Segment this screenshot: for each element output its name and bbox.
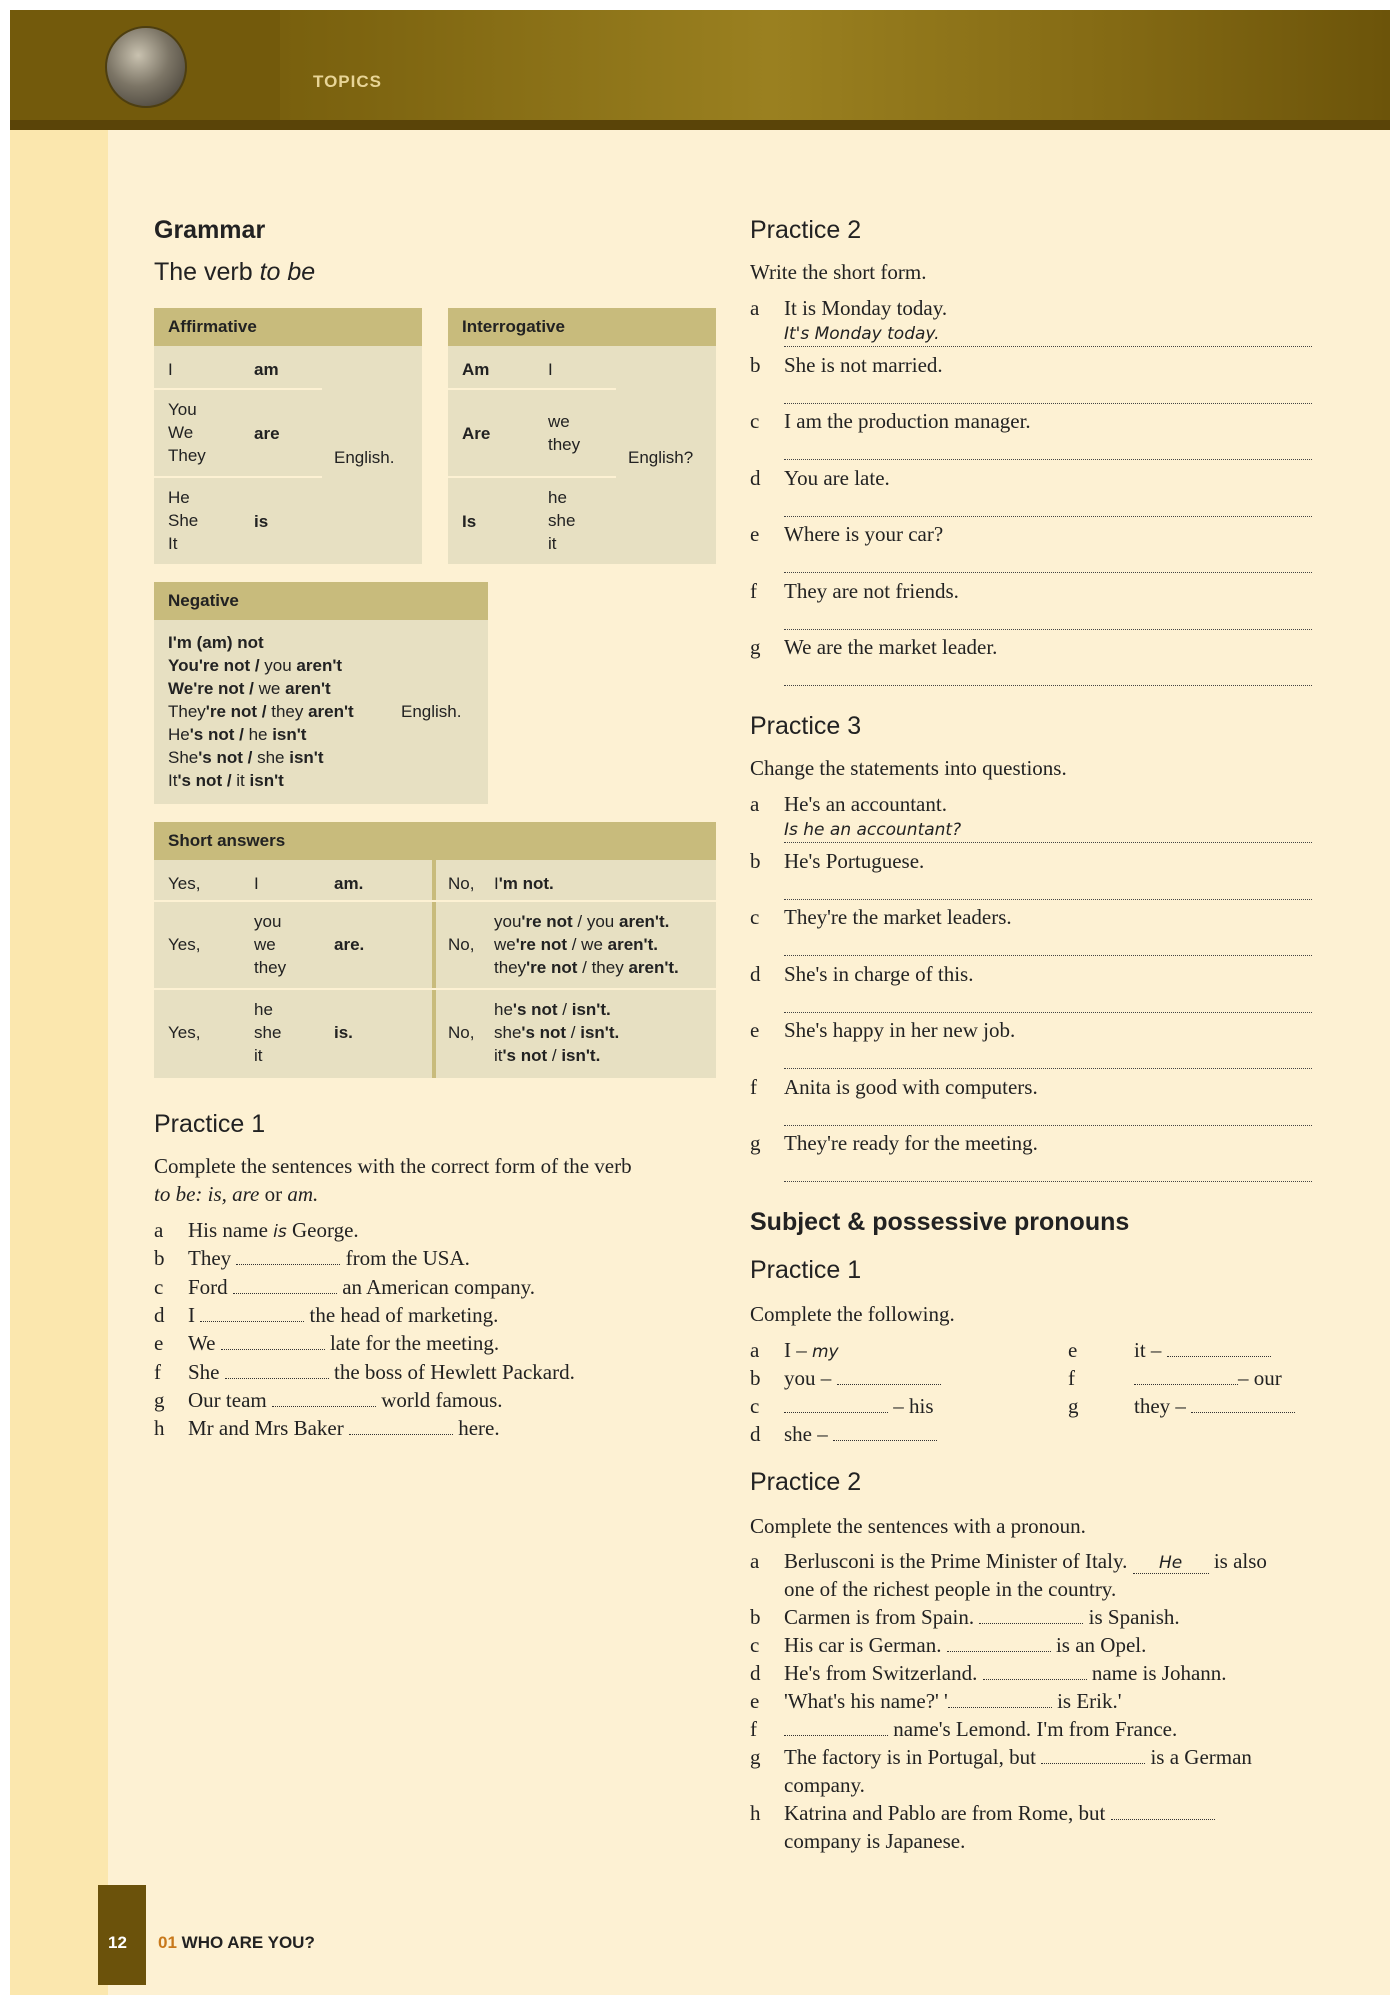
negative-form-line (168, 631, 354, 654)
answer-line[interactable] (784, 842, 1312, 843)
text-segment: / you (572, 912, 619, 931)
text-segment: she (257, 748, 290, 767)
pronoun-item: c – his (750, 1394, 934, 1418)
answer-line[interactable] (784, 572, 1312, 573)
item-text: They're the market leaders. (784, 905, 1012, 929)
practice3-item (750, 960, 974, 988)
short-answer-negative-line (494, 956, 679, 979)
handwritten-answer: He (1158, 1553, 1183, 1573)
answer-blank[interactable] (225, 1364, 329, 1379)
short-answer-negative (494, 910, 679, 979)
item-after: from the USA. (340, 1246, 470, 1271)
pronoun-item: a I – my (750, 1338, 839, 1362)
interrogative-pronoun: he she it (548, 488, 576, 553)
handwritten-answer: It's Monday today. (784, 324, 940, 344)
answer-blank[interactable] (349, 1420, 453, 1435)
text-segment: aren't. (619, 912, 670, 931)
item-before: Mr and Mrs Baker (188, 1416, 349, 1441)
short-answer-pronoun: he she it (254, 1000, 282, 1065)
item-text: You are late. (784, 465, 890, 490)
text-segment: / (557, 1000, 572, 1019)
item-letter: g (750, 1131, 761, 1155)
pronoun-sentence: a Berlusconi is the Prime Minister of Italy. He is also one of the richest people in the country. (750, 1549, 1267, 1601)
practice2-item (750, 633, 998, 661)
pronoun-item: g they – (1068, 1392, 1079, 1420)
handwritten-answer: is (273, 1222, 287, 1242)
answer-line[interactable] (784, 1125, 1312, 1126)
pronoun-item: f – our (1068, 1366, 1282, 1390)
item-after: here. (452, 1416, 500, 1441)
handwritten-answer: my (812, 1342, 839, 1362)
pronouns-practice1-title: Practice 1 (750, 1256, 862, 1284)
affirmative-verb: am (254, 360, 279, 379)
practice1-item (154, 1216, 359, 1244)
practice2-item (750, 464, 890, 492)
short-answer-negative-line (494, 933, 679, 956)
practice1-instructions: Complete the sentences with the correct form of the verb to be: is, are or am. (154, 1154, 632, 1206)
text-segment: 's not (521, 1023, 567, 1042)
answer-blank[interactable] (837, 1370, 941, 1385)
text-segment: We're not / (168, 679, 259, 698)
item-after: the head of marketing. (304, 1302, 499, 1327)
interrogative-tail: English? (628, 448, 694, 467)
practice1-item (154, 1244, 470, 1272)
item-text: Where is your car? (784, 522, 944, 546)
pronoun-item: e it – (1068, 1336, 1077, 1364)
practice3-item (750, 1129, 1038, 1157)
section-label: TOPICS (313, 72, 382, 91)
text-segment: she (494, 1023, 522, 1042)
interrogative-header: Interrogative (448, 308, 716, 346)
negative-tail: English. (401, 702, 462, 721)
affirmative-header: Affirmative (154, 308, 422, 346)
text-segment: She (168, 748, 199, 767)
text-segment: isn't. (561, 1046, 601, 1065)
negative-forms (168, 631, 354, 792)
affirmative-pronoun: You We They (168, 400, 206, 465)
table-divider (154, 476, 322, 478)
text-segment: 's not / (198, 748, 258, 767)
item-before: His name (188, 1218, 274, 1242)
short-answer-pronoun: you we they (254, 912, 287, 977)
answer-line[interactable] (784, 1068, 1312, 1069)
short-answer-no: No, (448, 1023, 475, 1042)
text-segment: They (168, 702, 206, 721)
item-text (188, 1301, 498, 1329)
item-text: We are the market leader. (784, 635, 998, 659)
grammar-subtitle: The verb to be (154, 258, 316, 286)
header-banner (10, 10, 1390, 120)
pronouns-title: Subject & possessive pronouns (750, 1208, 1130, 1236)
text-segment: I (494, 874, 499, 893)
text-segment: he (248, 725, 273, 744)
short-answer-negative-line (494, 1021, 619, 1044)
answer-line[interactable] (784, 899, 1312, 900)
text-segment: aren't (285, 679, 331, 698)
pronoun-sentence: h Katrina and Pablo are from Rome, but company is Japanese. (750, 1799, 761, 1827)
answer-line[interactable] (784, 955, 1312, 956)
pronoun-sentence: e 'What's his name?' ' is Erik.' (750, 1689, 1122, 1713)
negative-form-line (168, 769, 354, 792)
text-segment: It (168, 771, 178, 790)
pronoun-item: b you – (750, 1364, 761, 1392)
item-letter: d (154, 1302, 165, 1327)
item-letter: d (750, 465, 761, 490)
text-segment: He (168, 725, 190, 744)
practice3-item (750, 847, 925, 875)
short-answer-negative-line (494, 910, 679, 933)
table-divider (448, 388, 616, 390)
answer-blank[interactable] (200, 1307, 304, 1322)
short-answers-header: Short answers (154, 822, 716, 860)
item-letter: h (154, 1416, 165, 1441)
table-divider (448, 476, 616, 478)
table-divider (154, 900, 716, 902)
answer-blank[interactable] (784, 1398, 888, 1413)
answer-line[interactable] (784, 516, 1312, 517)
text-segment: they (271, 702, 309, 721)
answer-blank[interactable] (272, 1392, 376, 1407)
practice3-instructions: Change the statements into questions. (750, 756, 1067, 780)
text-segment: 's not (502, 1046, 548, 1065)
answer-line[interactable] (784, 346, 1312, 347)
affirmative-pronoun: I (168, 360, 173, 379)
pronoun-sentence: f name's Lemond. I'm from France. (750, 1717, 1178, 1741)
text-segment: 're not (515, 935, 567, 954)
text-segment: we (494, 935, 516, 954)
interrogative-pronoun: we they (548, 412, 581, 454)
practice3-item (750, 903, 1012, 931)
item-before: Ford (188, 1274, 233, 1299)
text-segment: 's not (512, 1000, 558, 1019)
page-number: 12 (108, 1933, 127, 1952)
short-answer-no: No, (448, 935, 475, 954)
answer-blank[interactable] (1041, 1749, 1145, 1764)
item-letter: e (750, 522, 760, 546)
pronoun-item: d she – (750, 1420, 761, 1448)
item-letter: c (750, 905, 760, 929)
practice1-item (154, 1414, 500, 1442)
answer-blank[interactable] (948, 1693, 1052, 1708)
short-answer-pronoun: I (254, 874, 259, 893)
affirmative-verb: is (254, 512, 269, 531)
text-segment: isn't (249, 771, 284, 790)
item-text: She is not married. (784, 352, 943, 377)
text-segment: / (547, 1046, 562, 1065)
interrogative-verb: Am (462, 360, 490, 379)
practice2-item (750, 520, 944, 548)
short-answer-yes: Yes, (168, 935, 201, 954)
text-segment: they (494, 958, 527, 977)
pronoun-sentence: b Carmen is from Spain. is Spanish. (750, 1605, 1180, 1629)
answer-blank[interactable] (784, 1721, 888, 1736)
short-answer-verb: is. (334, 1023, 353, 1042)
item-before: She (188, 1359, 225, 1384)
text-segment: aren't. (607, 935, 658, 954)
item-text (188, 1329, 499, 1357)
practice1-title: Practice 1 (154, 1110, 266, 1138)
text-segment: you (264, 656, 297, 675)
practice3-item (750, 1016, 1016, 1044)
banner-divider (10, 120, 1390, 130)
unit-label: 01 WHO ARE YOU? (158, 1933, 315, 1952)
short-answer-yes: Yes, (168, 874, 201, 893)
item-letter: g (154, 1387, 165, 1412)
pronoun-sentence: d He's from Switzerland. name is Johann. (750, 1661, 1227, 1685)
item-text: They're ready for the meeting. (784, 1131, 1038, 1155)
item-letter: c (154, 1274, 164, 1299)
text-segment: aren't (308, 702, 354, 721)
answer-line[interactable] (784, 685, 1312, 686)
item-before: Our team (188, 1387, 272, 1412)
item-text: They are not friends. (784, 578, 959, 603)
table-divider (154, 388, 322, 390)
practice2-item (750, 407, 1031, 435)
answer-blank[interactable] (979, 1609, 1083, 1624)
text-segment: aren't (296, 656, 343, 675)
affirmative-pronoun: He She It (168, 488, 199, 553)
text-segment: he (494, 1000, 513, 1019)
text-segment: I'm (am) not (168, 633, 264, 652)
item-text: He's Portuguese. (784, 848, 925, 873)
short-answer-verb: are. (334, 935, 365, 954)
short-answer-no: No, (448, 874, 475, 893)
item-letter: a (750, 296, 760, 320)
text-segment: aren't. (628, 958, 679, 977)
text-segment: isn't. (580, 1023, 620, 1042)
item-letter: f (750, 578, 757, 603)
interrogative-verb: Is (462, 512, 477, 531)
pronouns-practice2-title: Practice 2 (750, 1468, 862, 1496)
practice2-title: Practice 2 (750, 216, 862, 244)
table-divider (432, 860, 436, 1078)
affirmative-tail: English. (334, 448, 395, 467)
answer-blank[interactable] (236, 1250, 340, 1265)
pronouns-practice1-instructions: Complete the following. (750, 1302, 955, 1326)
negative-form-line (168, 723, 354, 746)
answer-blank[interactable] (833, 1426, 937, 1441)
item-letter: d (750, 961, 761, 986)
short-answer-negative (494, 998, 619, 1067)
item-text: She's happy in her new job. (784, 1018, 1016, 1042)
text-segment: / they (577, 958, 629, 977)
negative-form-line (168, 746, 354, 769)
text-segment: / we (567, 935, 608, 954)
item-text (188, 1358, 575, 1386)
item-text (188, 1386, 503, 1414)
item-before: They (188, 1246, 237, 1271)
item-letter: e (154, 1331, 164, 1356)
short-answer-yes: Yes, (168, 1023, 201, 1042)
practice1-item (154, 1273, 536, 1301)
item-before: We (188, 1331, 221, 1356)
text-segment: 're not / (205, 702, 272, 721)
item-text: Anita is good with computers. (784, 1074, 1038, 1099)
affirmative-verb: are (254, 424, 280, 443)
item-letter: g (750, 635, 761, 659)
answer-line[interactable] (784, 1012, 1312, 1013)
negative-form-line (168, 654, 354, 677)
item-text: I am the production manager. (784, 409, 1031, 433)
text-segment: we (258, 679, 286, 698)
answer-blank[interactable] (1167, 1342, 1271, 1357)
interrogative-pronoun: I (548, 360, 553, 379)
text-segment: 're not (521, 912, 573, 931)
pronouns-practice2-instructions: Complete the sentences with a pronoun. (750, 1514, 1086, 1538)
practice2-instructions: Write the short form. (750, 260, 927, 284)
text-segment: isn't (272, 725, 307, 744)
item-after: late for the meeting. (324, 1331, 500, 1356)
practice2-item (750, 577, 959, 605)
item-text: She's in charge of this. (784, 961, 974, 986)
answer-blank[interactable] (233, 1279, 337, 1294)
text-segment: isn't (289, 748, 324, 767)
item-letter: b (154, 1246, 165, 1271)
item-text (188, 1216, 359, 1246)
margin-strip (10, 130, 108, 1995)
practice3-item (750, 1073, 1038, 1101)
item-after: George. (286, 1218, 359, 1242)
item-letter: e (750, 1018, 760, 1042)
item-before: I (188, 1302, 201, 1327)
practice1-item (154, 1329, 500, 1357)
practice3-title: Practice 3 (750, 712, 862, 740)
short-answer-negative (494, 872, 554, 895)
text-segment: 'm not. (498, 874, 554, 893)
handwritten-answer: Is he an accountant? (784, 820, 962, 840)
practice2-item (750, 294, 948, 322)
item-after: world famous. (375, 1387, 503, 1412)
answer-line[interactable] (784, 629, 1312, 630)
header-photo (105, 26, 187, 108)
item-text: He's an accountant. (784, 792, 947, 816)
pronoun-sentence: c His car is German. is an Opel. (750, 1633, 1147, 1657)
item-after: an American company. (336, 1274, 536, 1299)
item-letter: a (750, 792, 760, 816)
short-answer-negative-line (494, 872, 554, 895)
item-letter: c (750, 409, 760, 433)
practice1-item (154, 1301, 499, 1329)
item-letter: f (750, 1074, 757, 1099)
item-text: It is Monday today. (784, 296, 948, 320)
answer-blank[interactable] (983, 1665, 1087, 1680)
item-letter: b (750, 352, 761, 377)
answer-blank[interactable] (1134, 1370, 1238, 1385)
text-segment: 's not / (189, 725, 249, 744)
answer-line[interactable] (784, 1181, 1312, 1182)
item-letter: f (154, 1359, 161, 1384)
interrogative-verb: Are (462, 424, 491, 443)
negative-header: Negative (154, 582, 488, 620)
short-answer-verb: am. (334, 874, 364, 893)
answer-blank[interactable] (947, 1637, 1051, 1652)
item-text (188, 1244, 470, 1272)
short-answer-negative-line (494, 1044, 619, 1067)
practice1-item (154, 1358, 575, 1386)
item-text (188, 1273, 535, 1301)
answer-line[interactable] (784, 459, 1312, 460)
answer-blank[interactable] (1191, 1398, 1295, 1413)
answer-blank[interactable] (221, 1335, 325, 1350)
item-text (188, 1414, 500, 1442)
negative-form-line (168, 677, 354, 700)
table-divider (154, 988, 716, 990)
grammar-title: Grammar (154, 216, 266, 244)
answer-blank[interactable] (1111, 1805, 1215, 1820)
text-segment: You're not / (168, 656, 265, 675)
item-letter: b (750, 848, 761, 873)
practice1-item (154, 1386, 503, 1414)
pronoun-sentence: g The factory is in Portugal, but is a German company. (750, 1745, 1252, 1797)
text-segment: 're not (526, 958, 578, 977)
practice3-item (750, 790, 947, 818)
text-segment: isn't. (571, 1000, 611, 1019)
text-segment: 's not / (177, 771, 237, 790)
short-answer-negative-line (494, 998, 619, 1021)
practice2-item (750, 351, 943, 379)
negative-form-line (168, 700, 354, 723)
item-after: the boss of Hewlett Packard. (328, 1359, 575, 1384)
item-letter: a (154, 1218, 164, 1242)
text-segment: / (566, 1023, 581, 1042)
text-segment: you (494, 912, 522, 931)
text-segment: it (494, 1046, 503, 1065)
text-segment: it (236, 771, 250, 790)
answer-line[interactable] (784, 403, 1312, 404)
